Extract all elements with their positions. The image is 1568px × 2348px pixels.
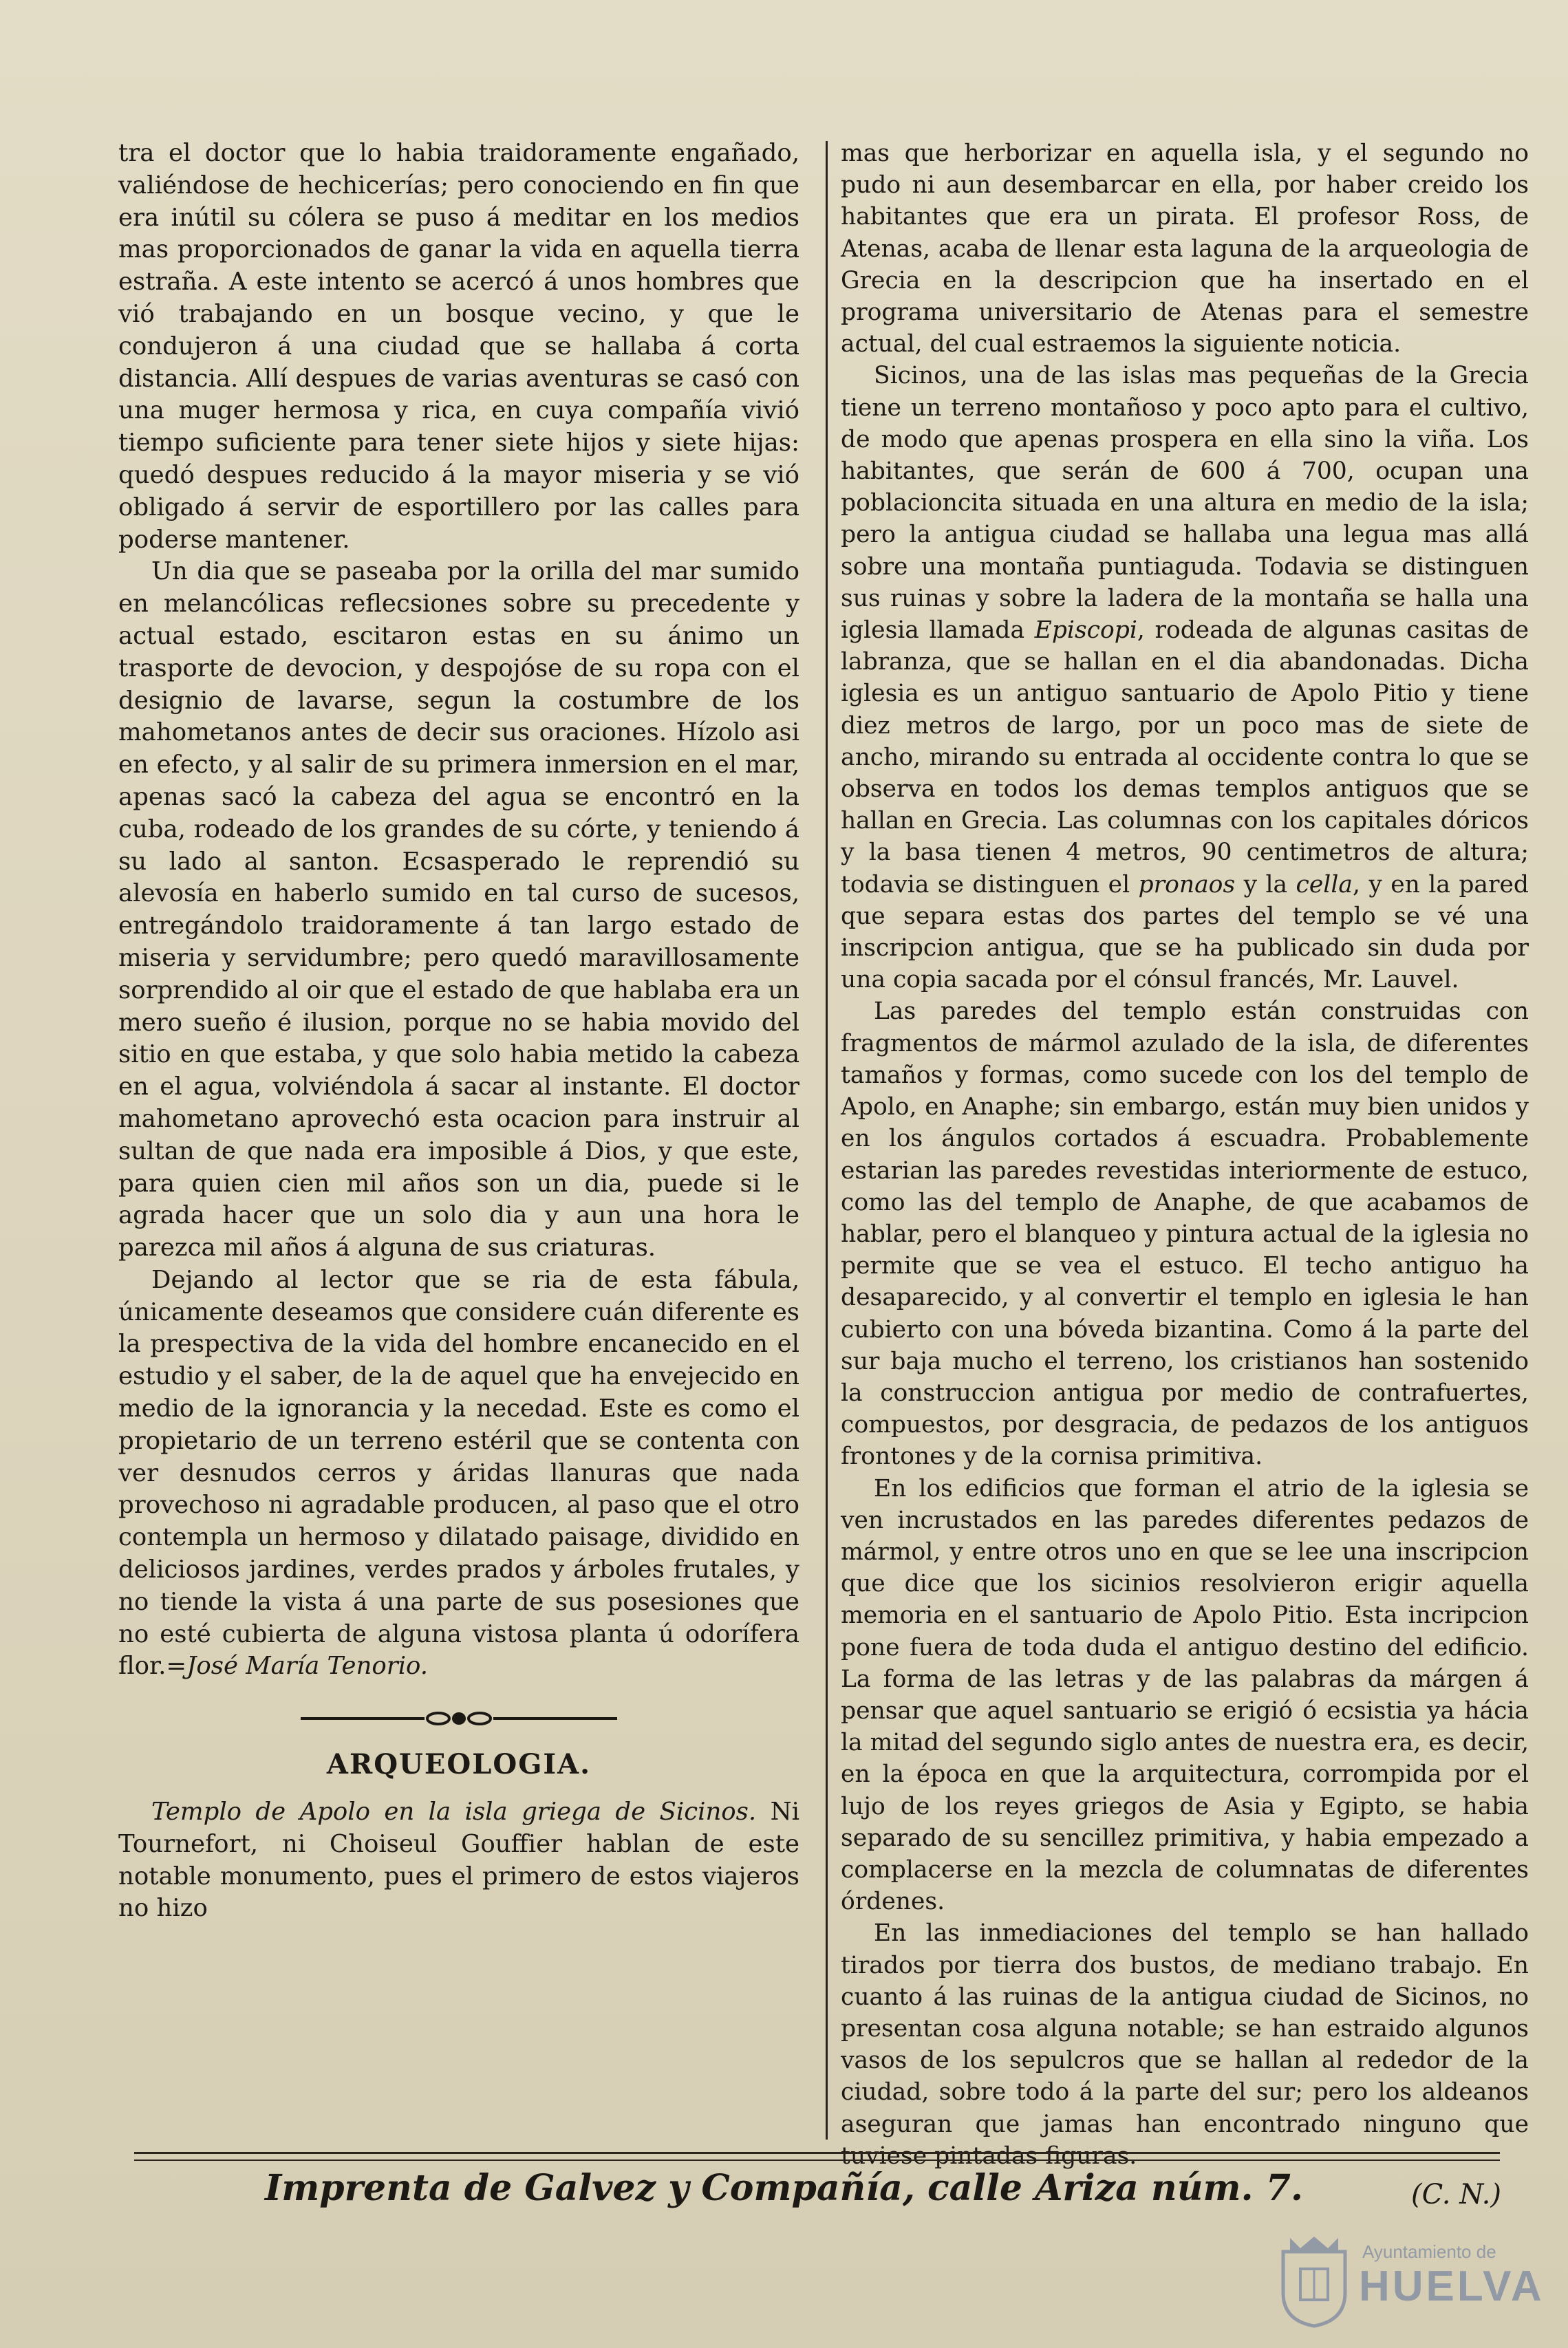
column-divider [826,141,828,2140]
right-paragraph-2-part-d: , y en la pared que separa estas dos partes del templo se vé una inscripcion antigua, que se ha publicado sin duda por una copia sacada por el cónsul francés, Mr. Lauvel. [841,870,1529,994]
watermark-big-text: HUELVA [1359,2263,1545,2310]
left-paragraph-2: Un dia que se paseaba por la orilla del mar sumido en melancólicas reflecsiones sobre su precedente y actual estado, escitaron estas en su ánimo un trasporte de devocion, y despojóse de su ropa con el designio de lavarse, segun la costumbre de los mahometanos antes de decir sus oraciones. Hízolo asi en efecto, y al salir de su primera inmersion en el mar, apenas sacó la cabeza del agua se encontró en la cuba, rodeado de los grandes de su córte, y teniendo á su lado al santon. Ecsasperado le reprendió su alevosía en haberlo sumido en tal curso de sucesos, entregándolo traidoramente á tan largo estado de miseria y servidumbre; pero quedó maravillosamente sorprendido al oir que el estado de que hablaba era un mero sueño é ilusion, porque no se habia movido del sitio en que estaba, y que solo habia metido la cabeza en el agua, volviéndola á sacar al instante. El doctor mahometano aprovechó esta ocacion para instruir al sultan de que nada era imposible á Dios, y que este, para quien cien mil años son un dia, puede si le agrada hacer que un solo dia y aun una hora le parezca mil años á alguna de sus criaturas. [118,557,799,1262]
right-paragraph-3: Las paredes del templo están construidas con fragmentos de mármol azulado de la isla, de diferentes tamaños y formas, como sucede con los del templo de Apolo, en Anaphe; sin embargo, están muy bien unidos y en los ángulos cortados á escuadra. Probablemente estarian las paredes revestidas interiormente de estuco, como las del templo de Anaphe, de que acabamos de hablar, pero el blanqueo y pintura actual de la iglesia no permite que se vea el estuco. El techo antiguo ha desaparecido, y al convertir el templo en iglesia le han cubierto con una bóveda bizantina. Como á la parte del sur baja mucho el terreno, los cristianos han sostenido la construccion antigua por medio de contrafuertes, compuestos, por desgracia, de pedazos de los antiguos frontones y de la cornisa primitiva. [841,998,1529,1471]
right-column [841,138,1529,2210]
word-cella: cella [1296,870,1353,898]
section-divider-ornament [301,1710,617,1727]
author-signature: =José María Tenorio. [166,1652,429,1681]
left-paragraph-3-text: Dejando al lector que se ria de esta fábula, únicamente deseamos que considere cuán diferente es la prespectiva de la vida del hombre encanecido en el estudio y el saber, de la de aquel que ha envejecido en medio de la ignorancia y la necedad. Este es como el propietario de un terreno estéril que se contenta con ver desnudos cerros y áridas llanuras que nada provechoso ni agradable producen, al paso que el otro contempla un hermoso y dilatado paisage, dividido en deliciosos jardines, verdes prados y árboles frutales, y no tiende la vista á una parte de sus posesiones que no esté cubierta de alguna vistosa planta ú odorífera flor. [118,1265,799,1681]
right-paragraph-2 [841,360,1529,995]
right-paragraph-2-part-c: y la [1235,870,1296,898]
right-paragraph-4: En los edificios que forman el atrio de la iglesia se ven incrustados en las paredes diferentes pedazos de mármol, y entre otros uno en que se lee una inscripcion que dice que los sicinios resolvieron erigir aquella memoria en el santuario de Apolo Pitio. Esta incripcion pone fuera de toda duda el antiguo destino del edificio. La forma de las letras y de las palabras da márgen á pensar que aquel santuario se erigió ó ecsistia ya hácia la mitad del segundo siglo antes de nuestra era, es decir, en la época en que la arquitectura, corrompida por el lujo de los reyes griegos de Asia y Egipto, se habia separado de su sencillez primitiva, y habia empezado a complacerse en la mezcla de columnatas de diferentes órdenes. [841,1474,1529,1916]
section-title: ARQUEOLOGIA. [326,1748,592,1781]
article-intro [118,1796,799,1925]
printer-imprint: Imprenta de Galvez y Compañía, calle Ariza núm. 7. [264,2167,1304,2209]
right-paragraph-5: En las inmediaciones del templo se han hallado tirados por tierra dos bustos, de mediano trabajo. En cuanto á las ruinas de la antigua ciudad de Sicinos, no presentan cosa alguna notable; se han estraido algunos vasos de los sepulcros que se hallan al rededor de la ciudad, sobre todo á la parte del sur; pero los aldeanos aseguran que jamas han encontrado ninguno que tuviese pintadas figuras. [841,1919,1529,2170]
article-title: Templo de Apolo en la isla griega de Sicinos. [151,1798,757,1827]
article-intro-text: Ni Tournefort, ni Choiseul Gouffier hablan de este notable monumento, pues el primero de estos viajeros no hizo [118,1798,799,1923]
footer-rule [134,2152,1500,2161]
right-paragraph-2-part-b: , rodeada de algunas casitas de labranza, que se hallan en el dia abandonadas. Dicha iglesia es un antiguo santuario de Apolo Pitio y tiene diez metros de largo, por un poco mas de siete de ancho, mirando su entrada al occidente contra lo que se observa en todos los demas templos antiguos que se hallan en Grecia. Las columnas con los capitales dóricos y la basa tienen 4 metros, 90 centimetros de altura; todavia se distinguen el [841,616,1529,898]
left-column [118,138,799,2133]
left-paragraph-1: tra el doctor que lo habia traidoramente engañado, valiéndose de hechicerías; pero conociendo en fin que era inútil su cólera se puso á meditar en los medios mas proporcionados de ganar la vida en aquella tierra estraña. A este intento se acercó á unos hombres que vió trabajando en un bosque vecino, y que le condujeron á una ciudad que se hallaba á corta distancia. Allí despues de varias aventuras se casó con una muger hermosa y rica, en cuya compañía vivió tiempo suficiente para tener siete hijos y siete hijas: quedó despues reducido á la mayor miseria y se vió obligado á servir de esportillero por las calles para poderse mantener. [118,139,799,554]
word-episcopi: Episcopi [1034,616,1137,645]
right-paragraph-1: mas que herborizar en aquella isla, y el segundo no pudo ni aun desembarcar en ella, por haber creido los habitantes que era un pirata. El profesor Ross, de Atenas, acaba de llenar esta laguna de la arqueologia de Grecia en la descripcion que ha insertado en el programa universitario de Atenas para el semestre actual, del cual estraemos la siguiente noticia. [841,140,1529,358]
article-signature: (C. N.) [1411,2179,1501,2210]
watermark-small-text: Ayuntamiento de [1362,2241,1496,2262]
word-pronaos: pronaos [1138,870,1236,898]
left-paragraph-3 [118,1264,799,1683]
coat-of-arms-icon [1276,2231,1352,2327]
archive-watermark [1269,2228,1551,2331]
right-paragraph-2-part-a: Sicinos, una de las islas mas pequeñas de la Grecia tiene un terreno montañoso y poco apto para el cultivo, de modo que apenas prospera en ella sino la viña. Los habitantes, que serán de 600 á 700, ocupan una poblacioncita situada en una altura en medio de la isla; pero la antigua ciudad se hallaba una legua mas allá sobre una montaña puntiaguda. Todavia se distinguen sus ruinas y sobre la ladera de la montaña se halla una iglesia llamada [841,362,1529,645]
